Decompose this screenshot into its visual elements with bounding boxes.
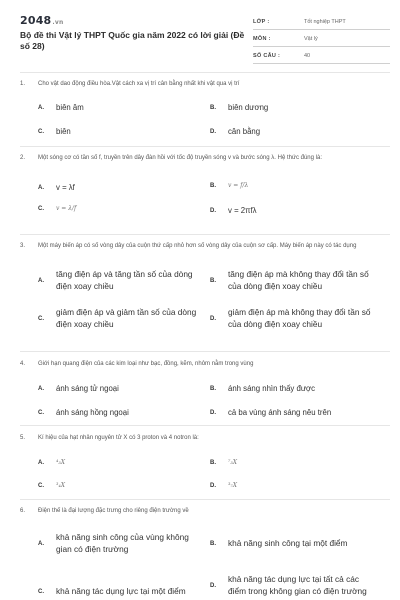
option-text: tăng điện áp mà không thay đổi tần số của dòng điện xoay chiều	[228, 269, 369, 291]
option-letter: A.	[38, 104, 44, 111]
option-letter: B.	[210, 104, 216, 111]
meta-table	[253, 16, 390, 67]
option-letter: B.	[210, 277, 216, 284]
document-header	[20, 14, 390, 60]
option-d[interactable]	[210, 407, 331, 418]
option-letter: B.	[210, 385, 216, 392]
option-text: biên âm	[56, 103, 84, 112]
option-a[interactable]	[38, 269, 206, 292]
nuclide-symbol: ⁷₃X	[228, 459, 238, 466]
option-text: khả năng tác dụng lực tại một điểm	[56, 586, 186, 596]
question-number: 3.	[20, 243, 26, 249]
option-letter: A.	[38, 540, 44, 547]
option-text: biên	[56, 127, 71, 136]
option-a[interactable]	[38, 102, 84, 113]
option-c[interactable]	[38, 407, 129, 418]
divider	[20, 351, 390, 352]
question-text: Một sóng cơ có tần số f, truyền trên dây đàn hồi với tốc độ truyền sóng v và bước sóng λ. Hệ thức đúng là:	[38, 155, 322, 161]
option-b[interactable]	[210, 459, 237, 466]
question-3	[20, 242, 380, 351]
option-text: ánh sáng tử ngoại	[56, 384, 119, 393]
option-letter: C.	[38, 205, 44, 212]
question-2	[20, 154, 380, 215]
option-text: biên dương	[228, 103, 269, 112]
option-c[interactable]	[38, 205, 76, 212]
nuclide-symbol: ³₄X	[56, 482, 66, 489]
option-text: khả năng tác dụng lực tại tất cả các điểm trong không gian có điện trường	[228, 574, 367, 596]
option-text: khả năng sinh công của vùng không gian có điện trường	[56, 532, 189, 554]
option-a[interactable]	[38, 383, 119, 394]
question-text: Một máy biến áp có số vòng dây của cuộn thứ cấp nhỏ hơn số vòng dây của cuộn sơ cấp. Máy biến áp này có tác dụng	[38, 243, 357, 249]
question-6	[20, 507, 380, 600]
option-text: cả ba vùng ánh sáng nêu trên	[228, 408, 332, 417]
option-d[interactable]	[210, 126, 260, 137]
logo-text: 2048	[20, 14, 52, 27]
meta-row-count	[253, 50, 390, 64]
meta-label: LỚP :	[253, 19, 270, 25]
question-text: Giới hạn quang điện của các kim loại như bạc, đồng, kẽm, nhôm nằm trong vùng	[38, 361, 254, 367]
nuclide-symbol: ³₇X	[228, 482, 238, 489]
question-number: 5.	[20, 435, 26, 441]
option-text: tăng điện áp và tăng tần số của dòng điện xoay chiều	[56, 269, 193, 291]
option-letter: C.	[38, 588, 44, 595]
divider	[20, 499, 390, 500]
option-letter: A.	[38, 459, 44, 466]
divider	[20, 146, 390, 147]
option-letter: B.	[210, 540, 216, 547]
logo-suffix: .vn	[52, 19, 64, 26]
option-b[interactable]	[210, 383, 315, 394]
option-letter: D.	[210, 128, 216, 135]
meta-label: SỐ CÂU :	[253, 53, 281, 59]
option-d[interactable]	[210, 205, 257, 216]
option-letter: A.	[38, 277, 44, 284]
option-letter: D.	[210, 207, 216, 214]
option-d[interactable]	[210, 307, 378, 330]
question-number: 1.	[20, 81, 26, 87]
option-letter: D.	[210, 482, 216, 489]
option-b[interactable]	[210, 102, 268, 113]
option-letter: D.	[210, 582, 216, 589]
option-c[interactable]	[38, 307, 206, 330]
option-letter: A.	[38, 184, 44, 191]
option-letter: C.	[38, 482, 44, 489]
option-b[interactable]	[210, 538, 378, 550]
option-letter: A.	[38, 385, 44, 392]
option-text: cân bằng	[228, 127, 261, 136]
question-number: 2.	[20, 155, 26, 161]
question-number: 6.	[20, 508, 26, 514]
option-letter: D.	[210, 409, 216, 416]
option-letter: B.	[210, 459, 216, 466]
option-a[interactable]	[38, 532, 206, 555]
option-letter: C.	[38, 409, 44, 416]
option-letter: D.	[210, 315, 216, 322]
option-text: giảm điện áp mà không thay đổi tần số của dòng điện xoay chiều	[228, 307, 371, 329]
divider	[20, 72, 390, 73]
question-1	[20, 80, 380, 134]
document-title: Bộ đề thi Vật lý THPT Quốc gia năm 2022 có lời giải (Đề số 28)	[20, 30, 245, 51]
question-5	[20, 434, 380, 488]
meta-row-class	[253, 16, 390, 30]
meta-label: MÔN :	[253, 36, 271, 42]
site-logo[interactable]	[20, 14, 63, 27]
option-c[interactable]	[38, 482, 65, 489]
option-letter: C.	[38, 315, 44, 322]
option-text: v = 2πfλ	[228, 206, 257, 215]
question-text: Kí hiệu của hạt nhân nguyên tử X có 3 proton và 4 notron là:	[38, 435, 199, 441]
formula-text: v = λ/f	[56, 205, 77, 212]
meta-row-subject	[253, 33, 390, 47]
option-text: khả năng sinh công tại một điểm	[228, 538, 348, 548]
meta-value: Vật lý	[304, 36, 318, 42]
option-d[interactable]	[210, 482, 237, 489]
option-text: ánh sáng nhìn thấy được	[228, 384, 316, 393]
option-b[interactable]	[210, 182, 248, 189]
option-text: v = λf	[56, 183, 75, 192]
option-a[interactable]	[38, 182, 75, 193]
meta-value: 40	[304, 53, 311, 59]
option-text: giảm điện áp và giảm tần số của dòng điện xoay chiều	[56, 307, 197, 329]
question-4	[20, 360, 380, 417]
formula-text: v = f/λ	[228, 182, 249, 189]
meta-value: Tốt nghiệp THPT	[304, 19, 346, 25]
divider	[20, 425, 390, 426]
option-d[interactable]	[210, 574, 378, 597]
option-b[interactable]	[210, 269, 378, 292]
option-c[interactable]	[38, 586, 206, 598]
option-letter: B.	[210, 182, 216, 189]
divider	[20, 234, 390, 235]
option-text: ánh sáng hồng ngoại	[56, 408, 129, 417]
option-letter: C.	[38, 128, 44, 135]
question-text: Điện thế là đại lượng đặc trưng cho riêng điện trường về	[38, 508, 189, 514]
question-text: Cho vật dao động điều hòa.Vật cách xa vị trí cân bằng nhất khi vật qua vị trí	[38, 81, 240, 87]
option-a[interactable]	[38, 459, 65, 466]
nuclide-symbol: ⁴₃X	[56, 459, 66, 466]
question-number: 4.	[20, 361, 26, 367]
option-c[interactable]	[38, 126, 71, 137]
